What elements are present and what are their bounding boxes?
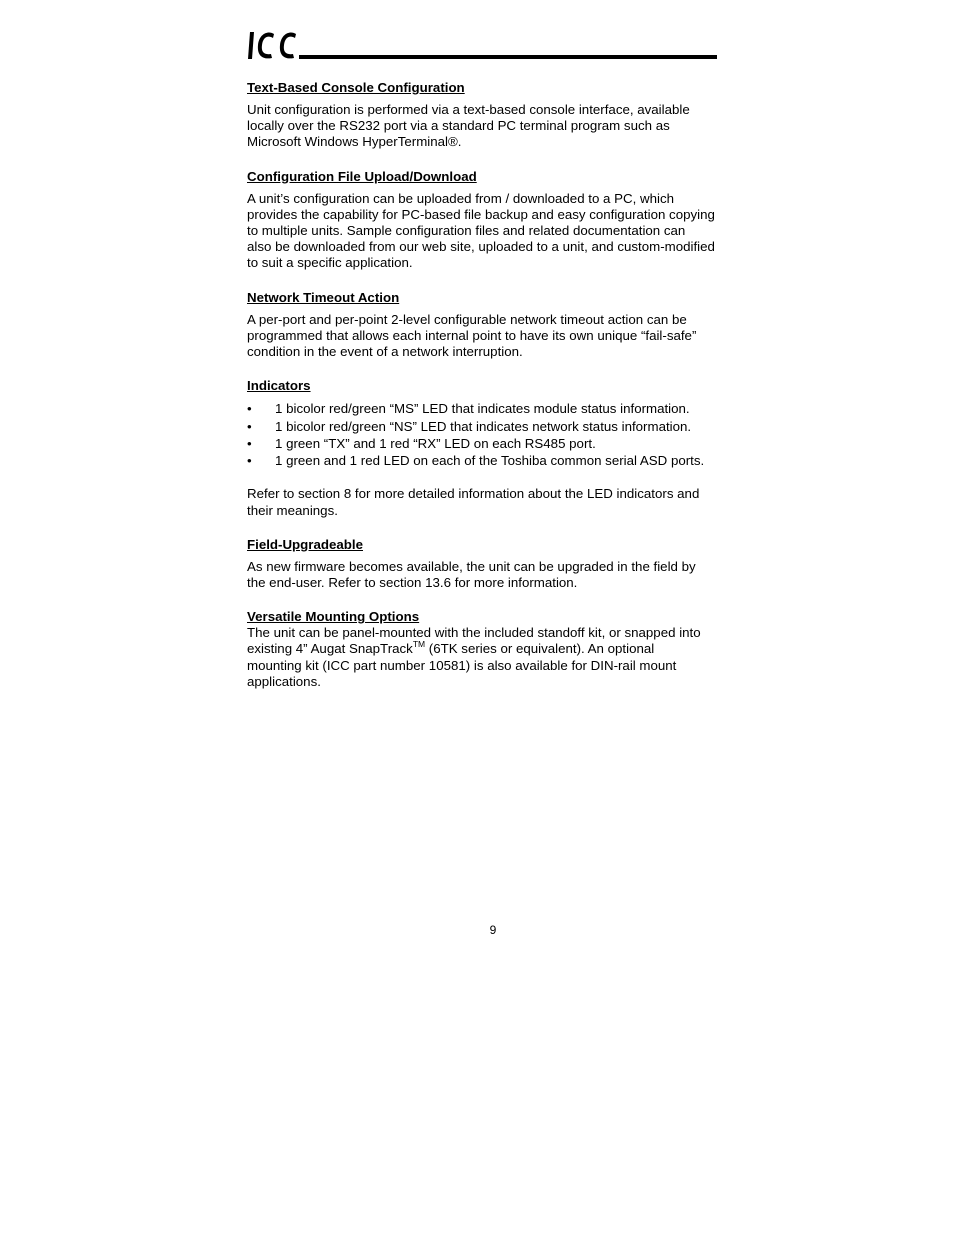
page-header [247, 28, 719, 64]
icc-logo-icon [247, 28, 303, 64]
text-line: Refer to section 8 for more detailed information about the LED indicators and [247, 486, 700, 502]
section-title: Network Timeout Action [247, 289, 400, 305]
list-item-text: 1 bicolor red/green “MS” LED that indicates module status information. [275, 401, 690, 417]
list-item [247, 452, 747, 469]
text-line: A per-port and per-point 2-level configurable network timeout action can be [247, 311, 687, 327]
list-item [247, 418, 747, 435]
bullet-icon: • [247, 435, 252, 451]
text-line: programmed that allows each internal point to have its own unique “fail-safe” [247, 327, 697, 343]
bullet-icon: • [247, 401, 252, 417]
text-line: the end-user. Refer to section 13.6 for more information. [247, 575, 578, 591]
section-paragraph [247, 559, 747, 591]
section-network-timeout-action [247, 289, 747, 361]
text-line: applications. [247, 673, 321, 689]
text-line: Unit configuration is performed via a text-based console interface, available [247, 102, 690, 117]
section-paragraph [247, 191, 747, 272]
list-item-text: 1 green and 1 red LED on each of the Toshiba common serial ASD ports. [275, 453, 705, 469]
bullet-icon: • [247, 453, 252, 469]
section-paragraph [247, 312, 747, 361]
text-line: As new firmware becomes available, the unit can be upgraded in the field by [247, 558, 696, 574]
section-title: Versatile Mounting Options [247, 609, 420, 625]
section-paragraph [247, 102, 747, 151]
text-line: The unit can be panel-mounted with the included standoff kit, or snapped into [247, 625, 701, 641]
section-title: Configuration File Upload/Download [247, 168, 477, 184]
section-config-file-upload-download [247, 168, 747, 272]
text-line: to multiple units. Sample configuration files and related documentation can [247, 223, 686, 239]
section-paragraph [247, 625, 747, 690]
bullet-icon: • [247, 418, 252, 434]
text-line: their meanings. [247, 502, 338, 518]
text-line: A unit’s configuration can be uploaded from / downloaded to a PC, which [247, 190, 675, 206]
page-number: 9 [489, 923, 497, 937]
list-item [247, 435, 747, 452]
section-paragraph [247, 486, 747, 518]
text-line: mounting kit (ICC part number 10581) is also available for DIN-rail mount [247, 657, 677, 673]
section-field-upgradeable [247, 536, 747, 591]
header-rule [299, 55, 717, 59]
text-line: also be downloaded from our web site, uploaded to a unit, and custom-modified [247, 239, 715, 255]
trademark-superscript: TM [412, 639, 426, 650]
list-item [247, 400, 747, 417]
section-title: Text-Based Console Configuration [247, 80, 465, 95]
text-line: (6TK series or equivalent). An optional [425, 641, 655, 657]
text-line: to suit a specific application. [247, 255, 413, 271]
section-text-based-console [247, 79, 747, 151]
text-line: condition in the event of a network interruption. [247, 344, 523, 360]
list-item-text: 1 bicolor red/green “NS” LED that indicates network status information. [275, 418, 692, 434]
section-indicators [247, 377, 747, 519]
section-title: Indicators [247, 378, 311, 394]
text-line: provides the capability for PC-based file backup and easy configuration copying [247, 206, 715, 222]
page-content [247, 79, 747, 690]
list-item-text: 1 green “TX” and 1 red “RX” LED on each RS485 port. [275, 435, 596, 451]
text-line: existing 4” Augat SnapTrack [247, 641, 413, 657]
section-title: Field-Upgradeable [247, 536, 363, 552]
text-line: Microsoft Windows HyperTerminal®. [247, 134, 462, 150]
text-line: locally over the RS232 port via a standard PC terminal program such as [247, 118, 670, 134]
indicator-list [247, 400, 747, 469]
section-versatile-mounting-options [247, 608, 747, 690]
